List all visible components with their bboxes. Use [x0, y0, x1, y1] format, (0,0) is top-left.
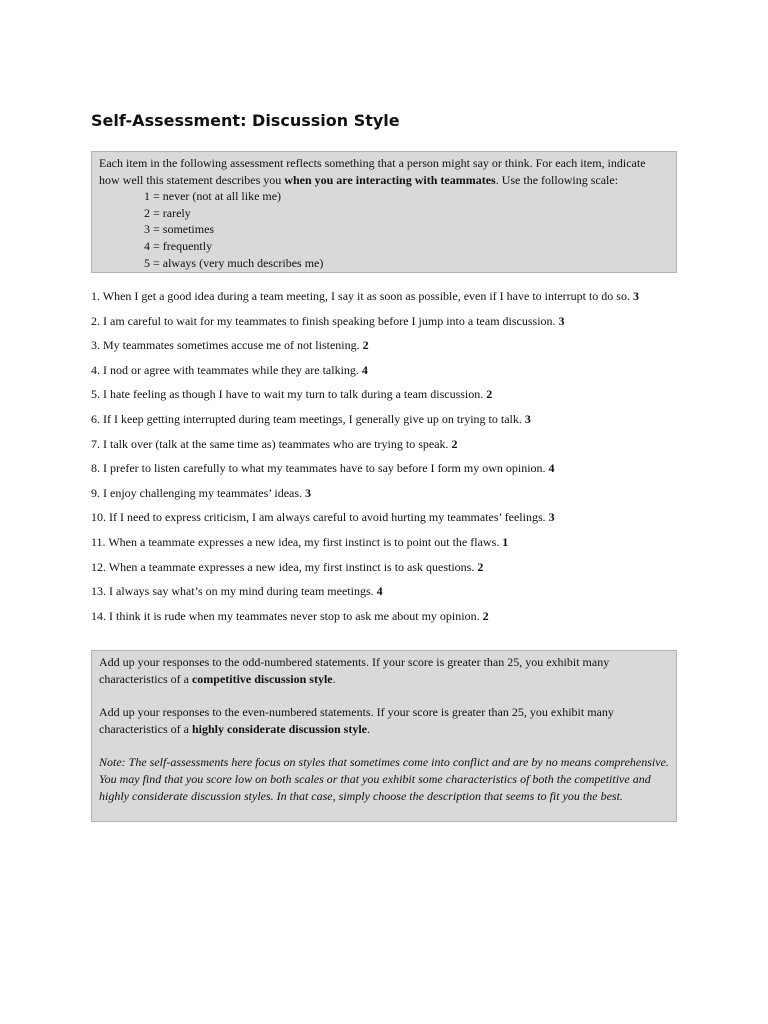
- assessment-item: [91, 436, 691, 461]
- item-score: 3: [632, 289, 639, 303]
- odd-score-paragraph: [99, 654, 669, 687]
- scale-item: 1 = never (not at all like me): [144, 189, 282, 204]
- item-score: 4: [548, 461, 555, 476]
- assessment-item: [91, 288, 691, 313]
- paragraph-text: .: [366, 721, 370, 736]
- assessment-item: [91, 559, 691, 584]
- assessment-item: [91, 509, 691, 534]
- item-score: 3: [548, 510, 555, 525]
- rating-scale: [144, 188, 669, 271]
- item-score: 2: [482, 608, 489, 623]
- item-text: 12. When a teammate expresses a new idea, my first instinct is to ask questions.: [91, 559, 475, 574]
- assessment-item: [91, 485, 691, 510]
- item-text: 13. I always say what’s on my mind during team meetings.: [91, 584, 374, 599]
- item-text: 8. I prefer to listen carefully to what my teammates have to say before I form my own opinion.: [91, 461, 546, 476]
- note-paragraph: Note: The self-assessments here focus on styles that sometimes come into conflict and are by no means comprehensive. You may find that you score low on both scales or that you exhibit some characteristics of both the competitive and highly considerate discussion styles. In that case, simply choose the description that seems to fit you the best.: [99, 755, 669, 803]
- instructions-text-part: . Use the following scale:: [495, 172, 619, 187]
- assessment-items: [91, 288, 691, 632]
- item-text: 1. When I get a good idea during a team meeting, I say it as soon as possible, even if I have to interrupt to do so.: [91, 289, 630, 303]
- competitive-style-label: competitive discussion style: [191, 671, 333, 686]
- scale-item: 4 = frequently: [144, 238, 213, 253]
- item-score: 2: [362, 338, 369, 353]
- page-title: Self-Assessment: Discussion Style: [91, 111, 400, 130]
- item-score: 1: [502, 534, 509, 549]
- item-score: 4: [361, 362, 368, 377]
- even-score-paragraph: [99, 704, 669, 737]
- assessment-item: [91, 583, 691, 608]
- item-text: 2. I am careful to wait for my teammates to finish speaking before I jump into a team discussion.: [91, 313, 556, 328]
- assessment-item: [91, 534, 691, 559]
- item-text: 11. When a teammate expresses a new idea, my first instinct is to point out the flaws.: [91, 534, 500, 549]
- paragraph-text: Add up your responses to the even-numbered statements. If your score is greater than 25, you exhibit many characteristics of a: [99, 705, 614, 736]
- item-text: 10. If I need to express criticism, I am always careful to avoid hurting my teammates’ feelings.: [91, 510, 546, 525]
- assessment-item: [91, 386, 691, 411]
- instructions-text-part: Each item in the following assessment reflects something that a person might say or think. For each item, indicate how well this statement describes you: [99, 156, 646, 187]
- item-score: 2: [477, 559, 484, 574]
- assessment-item: [91, 460, 691, 485]
- item-text: 3. My teammates sometimes accuse me of not listening.: [91, 338, 360, 353]
- scale-item: 5 = always (very much describes me): [144, 255, 324, 270]
- assessment-item: [91, 362, 691, 387]
- assessment-item: [91, 313, 691, 338]
- item-text: 7. I talk over (talk at the same time as) teammates who are trying to speak.: [91, 436, 449, 451]
- paragraph-text: .: [332, 671, 336, 686]
- item-score: 2: [486, 387, 493, 402]
- item-score: 2: [451, 436, 458, 451]
- instructions-box: [91, 151, 677, 273]
- item-score: 4: [376, 584, 383, 599]
- considerate-style-label: highly considerate discussion style: [191, 721, 367, 736]
- item-text: 5. I hate feeling as though I have to wait my turn to talk during a team discussion.: [91, 387, 484, 402]
- paragraph-text: Add up your responses to the odd-numbered statements. If your score is greater than 25, you exhibit many characteristics of a: [99, 655, 610, 686]
- scale-item: 3 = sometimes: [144, 222, 215, 237]
- scale-item: 2 = rarely: [144, 205, 191, 220]
- item-text: 6. If I keep getting interrupted during team meetings, I generally give up on trying to talk.: [91, 411, 522, 426]
- assessment-item: [91, 608, 691, 633]
- item-text: 4. I nod or agree with teammates while they are talking.: [91, 362, 359, 377]
- instructions-emphasis: when you are interacting with teammates: [284, 172, 496, 187]
- assessment-item: [91, 337, 691, 362]
- assessment-item: [91, 411, 691, 436]
- item-score: 3: [524, 411, 531, 426]
- item-text: 9. I enjoy challenging my teammates’ ideas.: [91, 485, 303, 500]
- scoring-box: [91, 650, 677, 822]
- instructions-text: [99, 155, 669, 188]
- item-score: 3: [305, 485, 312, 500]
- item-score: 3: [558, 313, 565, 328]
- item-text: 14. I think it is rude when my teammates never stop to ask me about my opinion.: [91, 608, 480, 623]
